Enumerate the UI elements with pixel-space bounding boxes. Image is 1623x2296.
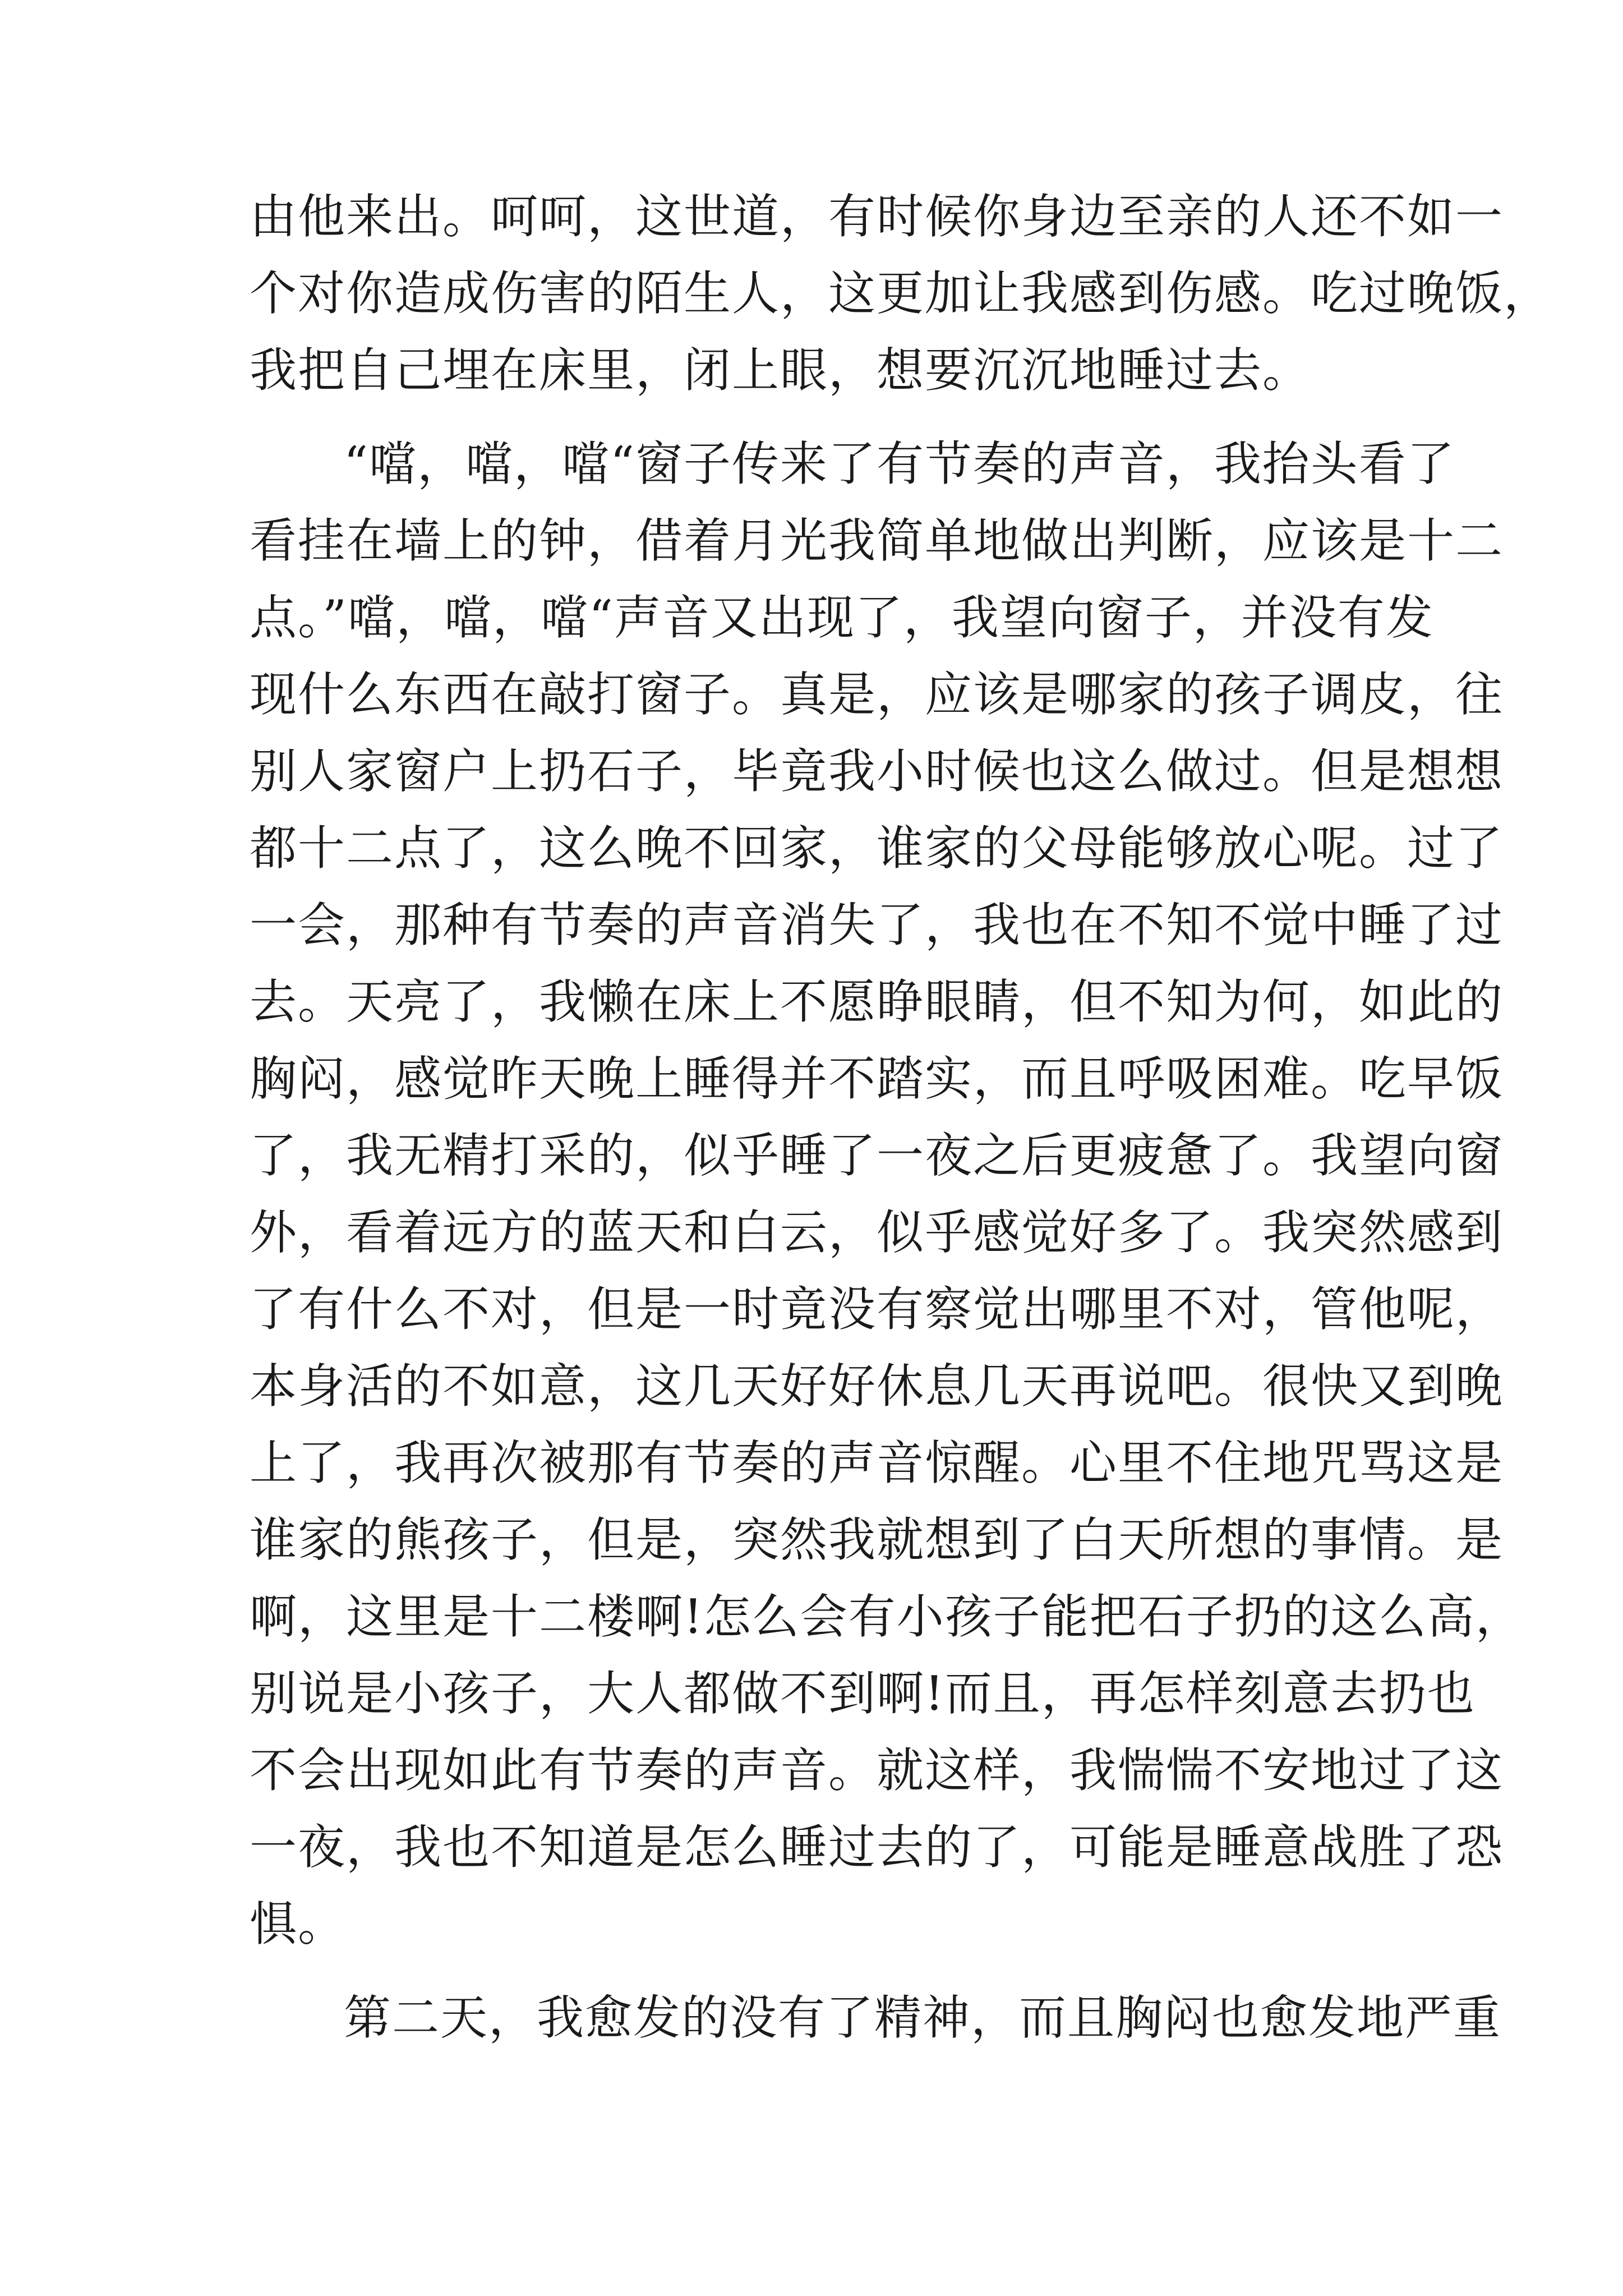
text-line: 我把自己埋在床里，闭上眼，想要沉沉地睡过去。: [250, 343, 1311, 398]
text-line: 了有什么不对，但是一时竟没有察觉出哪里不对，管他呢，: [250, 1282, 1504, 1337]
text-line: 第二天，我愈发的没有了精神，而且胸闷也愈发地严重: [344, 1990, 1502, 2045]
text-line: 啊，这里是十二楼啊!怎么会有小孩子能把石子扔的这么高，: [250, 1589, 1524, 1644]
text-line: 别人家窗户上扔石子，毕竟我小时候也这么做过。但是想想: [250, 744, 1504, 799]
text-line: 点。”噹，噹，噹“声音又出现了，我望向窗子，并没有发: [250, 590, 1434, 645]
text-line: 一夜，我也不知道是怎么睡过去的了，可能是睡意战胜了恐: [250, 1820, 1504, 1875]
body-text: [250, 178, 1552, 2056]
text-line: 由他来出。呵呵，这世道，有时候你身边至亲的人还不如一: [250, 189, 1504, 244]
text-line: 一会，那种有节奏的声音消失了，我也在不知不觉中睡了过: [250, 898, 1504, 953]
text-line: 去。天亮了，我懒在床上不愿睁眼睛，但不知为何，如此的: [250, 974, 1504, 1029]
text-line: 谁家的熊孩子，但是，突然我就想到了白天所想的事情。是: [250, 1512, 1504, 1567]
text-line: 上了，我再次被那有节奏的声音惊醒。心里不住地咒骂这是: [250, 1435, 1504, 1490]
text-line: 别说是小孩子，大人都做不到啊!而且，再怎样刻意去扔也: [250, 1666, 1476, 1721]
text-line: 不会出现如此有节奏的声音。就这样，我惴惴不安地过了这: [250, 1743, 1504, 1798]
text-line: “噹，噹，噹“窗子传来了有节奏的声音，我抬头看了: [344, 436, 1455, 491]
text-line: 看挂在墙上的钟，借着月光我简单地做出判断，应该是十二: [250, 513, 1504, 568]
text-line: 现什么东西在敲打窗子。真是，应该是哪家的孩子调皮，往: [250, 667, 1504, 722]
text-line: 惧。: [250, 1897, 347, 1952]
text-line: 了，我无精打采的，似乎睡了一夜之后更疲惫了。我望向窗: [250, 1128, 1504, 1183]
paragraph-gap: [250, 409, 1394, 426]
text-line: 外，看着远方的蓝天和白云，似乎感觉好多了。我突然感到: [250, 1205, 1504, 1260]
text-line: 个对你造成伤害的陌生人，这更加让我感到伤感。吃过晚饭，: [250, 266, 1552, 321]
text-line: 本身活的不如意，这几天好好休息几天再说吧。很快又到晚: [250, 1359, 1504, 1414]
paragraph-gap: [250, 1963, 1394, 1980]
text-line: 胸闷，感觉昨天晚上睡得并不踏实，而且呼吸困难。吃早饭: [250, 1051, 1504, 1106]
text-line: 都十二点了，这么晚不回家，谁家的父母能够放心呢。过了: [250, 821, 1504, 876]
